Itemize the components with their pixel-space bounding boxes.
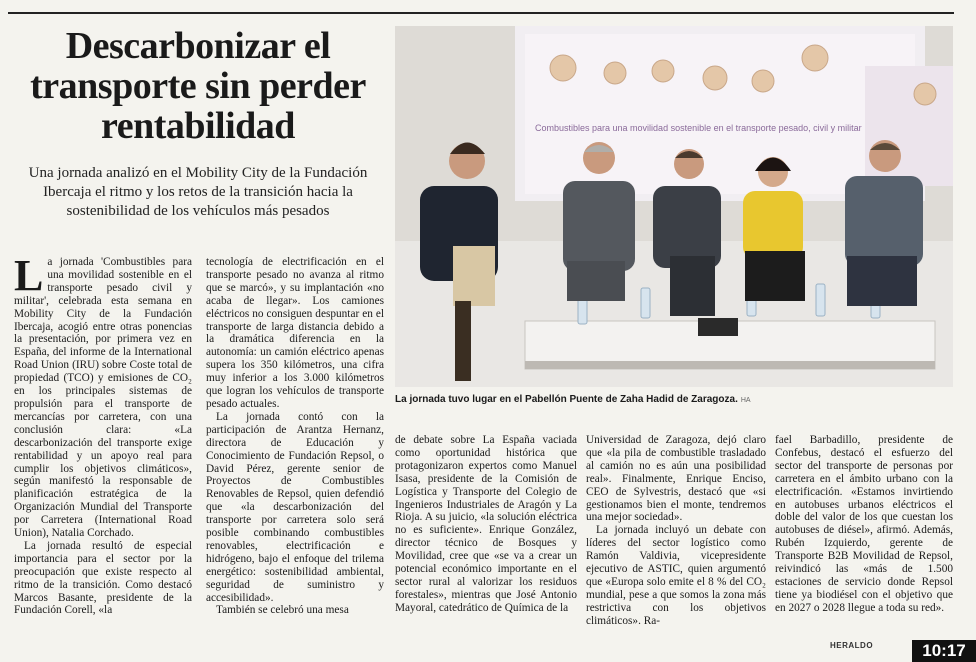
paragraph-text: a jornada 'Combustibles para una movilidad sostenible en el transporte pesado civil y militar', celebrada esta semana en Mobility City de la Fundación Ibercaja, acogió entre otras ponencias la presentación, por primera vez en España, del informe de la International Road Union (IRU) sobre Coste total de propiedad (TCO) y emisiones de CO₂ en los principales sistemas de propulsión para el transporte de mercancías por carretera, con una conclusión clara: «La descarbonización del transporte exige rentabilidad y un apoyo real para cumplir los objetivos climáticos», según manifestó la responsable de planificación estratégica de la Organización Mundial del Transporte por Carretera (International Road Union), Natalia Corchado.	[14, 256, 192, 540]
column-4	[586, 434, 766, 628]
photo-credit: HA	[740, 397, 751, 404]
event-photo	[395, 26, 953, 387]
newspaper-brand: HERALDO	[830, 641, 874, 650]
column-1	[14, 251, 192, 617]
paragraph: La jornada contó con la participación de Arantza Hernanz, directora de Educación y Conocimiento de Fundación Repsol, o David Pérez, gerente senior de Proyectos de Combustibles Renovables de Repsol, quien defendió que «la descarbonización del transporte por carretera solo será posible combinando combustibles renovables, electrificación e hidrógeno, bajo el enfoque del trilema energético: sostenibilidad ambiental, seguridad de suministro y accesibilidad».	[206, 410, 384, 604]
paragraph: tecnología de electrificación en el transporte pesado no avanza al ritmo que se marcó», y su implantación «no acaba de llegar». Los camiones eléctricos no consiguen despuntar en el transporte de larga distancia debido a la dramática diferencia en la autonomía: un camión eléctrico apenas supera los 350 kilómetros, una cifra muy inferior a los 3.000 kilómetros que logran los vehículos de transporte pesado actuales.	[206, 256, 384, 410]
column-2	[206, 256, 384, 617]
paragraph	[14, 251, 192, 540]
column-5	[775, 434, 953, 615]
paragraph: fael Barbadillo, presidente de Confebus, destacó el esfuerzo del sector del transporte de personas por carretera en el ámbito urbano con la electrificación. «Estamos invirtiendo en autobuses urbanos eléctricos el doble del valor de los que cuestan los autobuses de diésel», afirmó. Además, Rubén Izquierdo, gerente de Transporte B2B Movilidad de Repsol, reivindicó las «más de 1.500 estaciones de servicio donde Repsol tiene ya biodiésel con el objetivo que en 2027 o 2028 llegue a toda su red».	[775, 434, 953, 614]
paragraph: También se celebró una mesa	[216, 604, 349, 617]
paragraph: La jornada incluyó un debate con líderes del sector logístico como Ramón Valdivia, vicepresidente ejecutivo de ASTIC, quien argumentó que «Europa solo emite el 8 % del CO₂ mundial, pese a que somos la zona más restrictiva con los objetivos climáticos». Ra-	[586, 524, 766, 627]
photo-caption	[395, 393, 953, 407]
screen-text: Combustibles para una movilidad sostenible en el transporte pesado, civil y militar	[535, 123, 862, 133]
drop-cap: L	[14, 251, 44, 300]
paragraph: de debate sobre La España vaciada como oportunidad histórica que protagonizaron expertos como Manuel Isasa, presidente de la Comisión de Logística y Transporte del Colegio de Ingenieros Industriales de Aragón y La Rioja. A su juicio, «la solución eléctrica no es suficiente». Enrique González, director técnico de Bosques y Movilidad, cree que «se va a crear un potencial económico importante en el sector rural al valorizar los residuos forestales», mientras que José Antonio Mayoral, catedrático de Química de la	[395, 434, 577, 614]
video-timestamp: 10:17	[912, 640, 976, 662]
headline: Descarbonizar el transporte sin perder rentabilidad	[30, 25, 366, 147]
top-rule	[8, 12, 954, 14]
caption-text: La jornada tuvo lugar en el Pabellón Puente de Zaha Hadid de Zaragoza.	[395, 394, 738, 405]
paragraph: Universidad de Zaragoza, dejó claro que «la pila de combustible trasladado al camión no es aún una posibilidad real». Finalmente, Enrique Enciso, CEO de Sylvestris, destacó que «si gestionamos bien el monte, tendremos una mejor sociedad».	[586, 434, 766, 524]
subhead: Una jornada analizó en el Mobility City de la Fundación Ibercaja el ritmo y los retos de la transición hacia la sostenibilidad de los vehículos más pesados	[28, 165, 368, 219]
paragraph: La jornada resultó de especial importancia para el sector por la preocupación que existe respecto al ritmo de la transición. Como destacó Marcos Basante, presidente de la Fundación Corell, «la	[14, 539, 192, 617]
column-3	[395, 434, 577, 615]
